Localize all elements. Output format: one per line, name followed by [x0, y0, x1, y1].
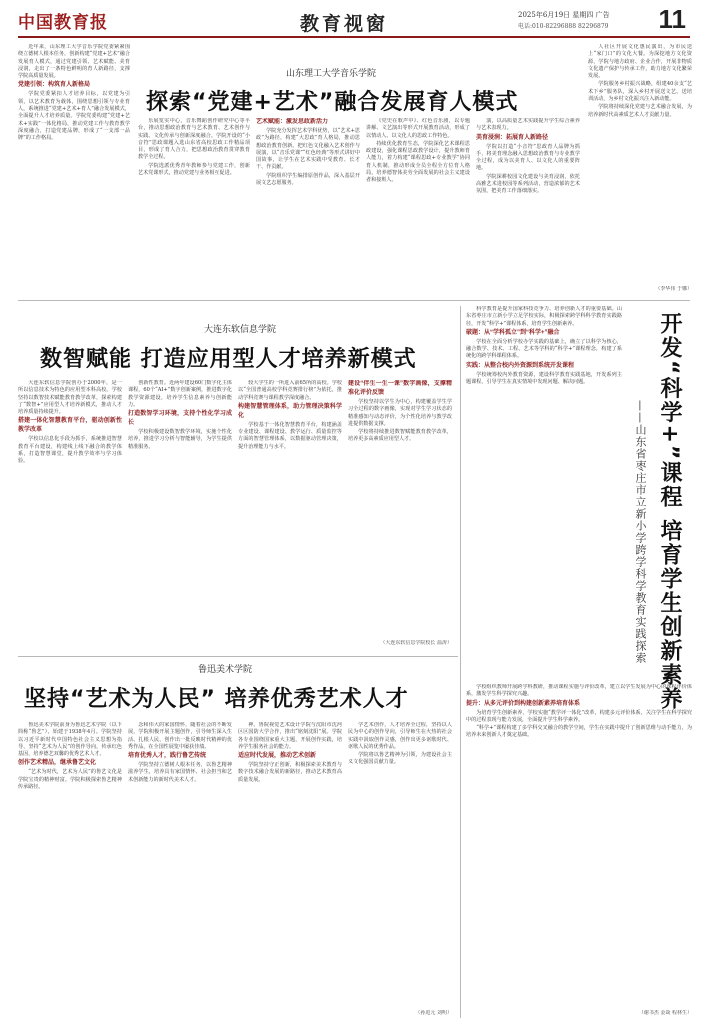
subheading: 美育浸润：拓展育人新路径: [476, 134, 549, 141]
masthead: [18, 6, 690, 38]
subheading: 打造数智学习环境，支持个性化学习成长: [128, 411, 232, 427]
paragraph: 乐展览实中心，音乐舞蹈创作研究中心等平台，推动思想政治教育与艺术教育、艺术创作与实践、文化传承与创新深度融合。学院开设的“小音符”思政课题入选山东省高校思政工作精品项目，形成了育人合力，把思想政治教育贯穿教育教学全过程。: [138, 118, 250, 161]
paragraph: 学院坚持守正创新，积极探索美术教育与数字技术融合发展的新路径，推动艺术教育高质量发展。: [238, 762, 342, 783]
article3-headline: 坚持“艺术为人民” 培养优秀艺术人才: [24, 687, 409, 712]
paragraph: 学院充分发挥艺术学科优势，以“艺术+思政”为路径，构建“大思政”育人格局，推动思想政治教育创新。把红色文化融入艺术创作与展演，以“音乐党课”“红色经典”等形式讲好中国故事，让学生在艺术实践中受教育、长才干、作贡献。: [256, 128, 360, 171]
paragraph: 创新性教育。近两年建设60门数字化主体课程，60个“AI+”数字创新案例，推进数字化教学资源建设，培养学生信息素养与创新能力。: [128, 380, 232, 408]
paragraph: 《党史在歌声中》、红色音乐剧，以专题讲解、文艺演出等形式开展教育活动，形成了以情动人、以文化人的思政工作特色。: [366, 118, 470, 139]
column-divider: [460, 306, 461, 1018]
article1-kicker: 山东理工大学音乐学院: [286, 68, 377, 78]
subheading: 构建智慧管理体系，助力管理决策科学化: [238, 403, 342, 419]
paragraph: 学院坚持立德树人根本任务，以鲁艺精神滋养学生，培养具有家国情怀、社会担当和艺术创新能力的新时代美术人才。: [128, 762, 232, 783]
newspaper-logo: 中国教育报: [18, 13, 108, 33]
paragraph: 大连东软信息学院创办于2000年，是一所以信息技术为特色的应用型本科高校。学校坚持以数智技术赋能教育教学改革，探索构建了“数智+”应用型人才培养新模式，推动人才培养质量持续提升。: [18, 380, 122, 416]
article1-column-5: [476, 118, 580, 296]
article1-column-1: [18, 44, 130, 296]
paragraph: 学院深耕校园文化建设与美育浸润，依托高雅艺术进校园等系列活动，营造浓郁的艺术氛围，把美育工作落细落实。: [476, 173, 580, 195]
paragraph: 学院党委紧扣人才培养目标，以党建为引领，以艺术教育为载体，围绕思想引领与专业育人，系统推进“党建+艺术+育人”融合发展模式，全面提升人才培养质量。学院党委构建“党建+艺术+实践”一体化格局，推动党建工作与教育教学深度融合，打造党建品牌，形成了“一支部一品牌”的工作格局。: [18, 91, 130, 142]
paragraph: 学院将以鲁艺精神为引领，为建设社会主义文化强国贡献力量。: [348, 752, 452, 766]
article1-column-3: [256, 118, 360, 296]
article4-byline: （谢书杰 金焱 程林生）: [638, 1010, 692, 1016]
paragraph: 学校在全面分析学校办学实践的基础上，确立了以科学为核心，融合数学、技术、工程、艺术等学科的“科学+”课程理念，构建了系统化的跨学科课程体系。: [466, 338, 622, 360]
article1-column-4: [366, 118, 470, 296]
paragraph: 学院选派优秀青年教师参与党建工作，创新艺术党课形式，推动党建与业务相互促进。: [138, 162, 250, 177]
paragraph: 学校坚持以学生为中心，构建覆盖学生学习全过程的数字画像，实现对学生学习状态的精准感知与动态评价，为个性化培养与教学改进提供数据支撑。: [348, 399, 452, 427]
article4-column-1: [466, 306, 622, 678]
paragraph: 学院服务乡村振兴战略，组建40余支“艺术下乡”服务队，深入乡村开展送文艺、送培训活动，为乡村文化振兴注入新动能。: [588, 81, 692, 103]
paragraph: 神。鲁院视觉艺术设计学院与沈阳市沈河区区国防大学合作，推出“铭刻沈阳”展。学院各专业围绕国家重大主题，开展创作实践，培养学生服务社会的能力。: [238, 722, 342, 750]
paragraph: “艺术为时代，艺术为人民”的鲁艺文化是学院宝贵的精神财富。学院积极探索鲁艺精神传承路径。: [18, 769, 122, 791]
subheading: 搭建一体化智慧教育平台，驱动创新性教学改革: [18, 418, 122, 434]
subheading: 提升：从多元评价到构建创新素养培育体系: [466, 700, 581, 707]
paragraph: 持续优化教育生态，学院深化艺术课程思政建设，强化课程思政教学设计，提升教师育人能力，着力构建“课程思政+专业教学”协同育人机制，推动形成全员全程全方位育人格局，培养德智体美劳全面发展的社会主义建设者和接班人。: [366, 140, 470, 184]
article3-column-2: [128, 722, 232, 1018]
paragraph: 学院将持续深化党建与艺术融合发展，为培养新时代高素质艺术人才贡献力量。: [588, 104, 692, 118]
article4-column-2: [466, 684, 692, 1006]
paragraph: 学校积极建设数智教学环境，实施个性化培养，推进学习分析与智能辅导，为学生提供精准服务。: [128, 429, 232, 450]
subheading: 适应时代发展，推动艺术创新: [238, 753, 317, 760]
section-title: 教育视窗: [300, 13, 389, 35]
article3-kicker: 鲁迅美术学院: [198, 664, 253, 674]
paragraph: 学校将持续推进数智赋能教育教学改革，培养更多高素质应用型人才。: [348, 429, 452, 443]
paragraph: 科学教育是提升国家科技竞争力、培养创新人才的重要基础。山东省枣庄市立新小学立足学校实际，积极探索跨学科科学教育实践路径，开发“科学+”课程体系，培育学生创新素养。: [466, 306, 622, 327]
subheading: 破题：从“学科孤立”到“科学+”融合: [466, 329, 560, 336]
paragraph: 较大学生的一所进入前65所的高校。学校以“全国普通高校学科竞赛排行榜”为依托，推动学科竞赛与课程教学深度融合。: [238, 380, 342, 401]
article1-column-2: [138, 118, 250, 296]
article2-column-1: [18, 380, 122, 650]
article4-vertical-headline: 开发“科学+”课程 培育学生创新素养: [657, 312, 682, 712]
paragraph: 为培育学生创新素养，学校实施“教学评一体化”改革，构建多元评价体系，关注学生在科学探究中的过程表现与能力发展，全面提升学生科学素养。: [466, 709, 692, 723]
article2-column-2: [128, 380, 232, 650]
paragraph: 鲁迅美术学院前身为鲁迅艺术学院（以下简称“鲁艺”），始建于1938年4月。学院坚持以习近平新时代中国特色社会主义思想为指导，坚持“艺术为人民”的创作导向，传承红色基因，培养德艺双馨的优秀艺术人才。: [18, 722, 122, 758]
article4-vertical-kicker: ——山东省枣庄市立新小学跨学科学教育实践探索: [634, 400, 647, 664]
subheading: 创作艺术精品，继承鲁艺文化: [18, 760, 97, 767]
paragraph: 学校统筹校内外教育资源，建设科学教育实践基地，开发系列主题课程，引导学生在真实情境中发现问题、解决问题。: [466, 371, 622, 386]
subheading: 实践：从整合校内外资源到系统开发课程: [466, 362, 575, 369]
subheading: 建设“伴生一生一课”数字画像，支撑精准化评价反馈: [348, 381, 452, 396]
section-divider: [18, 300, 690, 301]
article3-column-4: [348, 722, 452, 1008]
section-divider: [18, 656, 458, 657]
article1-headline: 探索“党建+艺术”融合发展育人模式: [146, 90, 519, 115]
article3-byline: （孙进元 刘明）: [415, 1010, 452, 1016]
subheading: 艺术赋能：激发思政新活力: [256, 119, 329, 125]
article3-column-1: [18, 722, 122, 1018]
article3-column-3: [238, 722, 342, 1018]
paragraph: 学院以打造“小音符”思政育人品牌为抓手，将美育理念融入思想政治教育与专业教学全过程，成为以美育人、以文化人的重要阵地。: [476, 143, 580, 172]
paragraph: 学校基于一体化智慧教育平台，构建涵盖专业建设、课程建设、教学运行、质量监控等方面的智慧管理体系，以数据驱动管理决策，提升治理能力与水平。: [238, 421, 342, 450]
paragraph: 学院组织学生编排原创作品，深入基层开展文艺志愿服务。: [256, 172, 360, 187]
contact-phone: 电话:010-82296888 82296879: [518, 23, 609, 30]
article2-column-3: [238, 380, 342, 650]
issue-date: 2025年6月19日 星期四 广告: [518, 11, 610, 19]
article2-byline: （大连东软信息学院校长 温涛）: [380, 640, 452, 646]
subheading: 党建引领：构筑育人新格局: [18, 82, 91, 89]
article2-kicker: 大连东软信息学院: [204, 324, 277, 334]
paragraph: 学校组织教师开展跨学科教研，推动课程实施与评价改革，建立以学生发展为中心的课程评价体系，激发学生科学探究兴趣。: [466, 684, 692, 698]
article2-headline: 数智赋能 打造应用型人才培养新模式: [40, 347, 417, 372]
paragraph: 人社区开展文化惠民演出，为市民送上“家门口”的文化大餐。为深挖地方文化资源，学院与地方政府、企业合作，开展非物质文化遗产保护与传承工作，助力地方文化繁荣发展。: [588, 44, 692, 80]
paragraph: 演，以高质量艺术实践提升学生综合素养与艺术表现力。: [476, 118, 580, 132]
article2-column-4: [348, 380, 452, 638]
article1-byline: （李华伟 于娜）: [655, 286, 692, 292]
paragraph: “科学+”课程构建了多学科交叉融合的教学空间，学生在实践中提升了创新思维与动手能力，为培养未来创新人才奠定基础。: [466, 725, 692, 739]
subheading: 培育优秀人才，践行鲁艺传统: [128, 753, 207, 760]
paragraph: 近年来，山东理工大学音乐学院党委紧紧围绕立德树人根本任务，创新构建“党建+艺术”融合发展育人模式，通过党建引领、艺术赋能、美育浸润，走出了一条特色鲜明的育人新路径，支撑学院高质量发展。: [18, 44, 130, 80]
paragraph: 念和伟大的家国情怀，随着社会的不断发展，学院积极开展主题创作，引导师生深入生活、扎根人民，创作出一批反映时代精神的优秀作品，在全国性展览中屡获佳绩。: [128, 722, 232, 750]
paragraph: 学校以信息化手段为抓手，系统推进智慧教育平台建设，构建线上线下融合的教学体系，打造智慧课堂，提升教学效率与学习体验。: [18, 436, 122, 465]
article1-column-6: [588, 44, 692, 284]
paragraph: 学艺术创作，人才培养全过程，坚持以人民为中心的创作导向，引导师生在火热的社会实践中汲取创作灵感，创作出更多讴歌时代、讴歌人民的优秀作品。: [348, 722, 452, 750]
page-number: 11: [658, 4, 686, 34]
